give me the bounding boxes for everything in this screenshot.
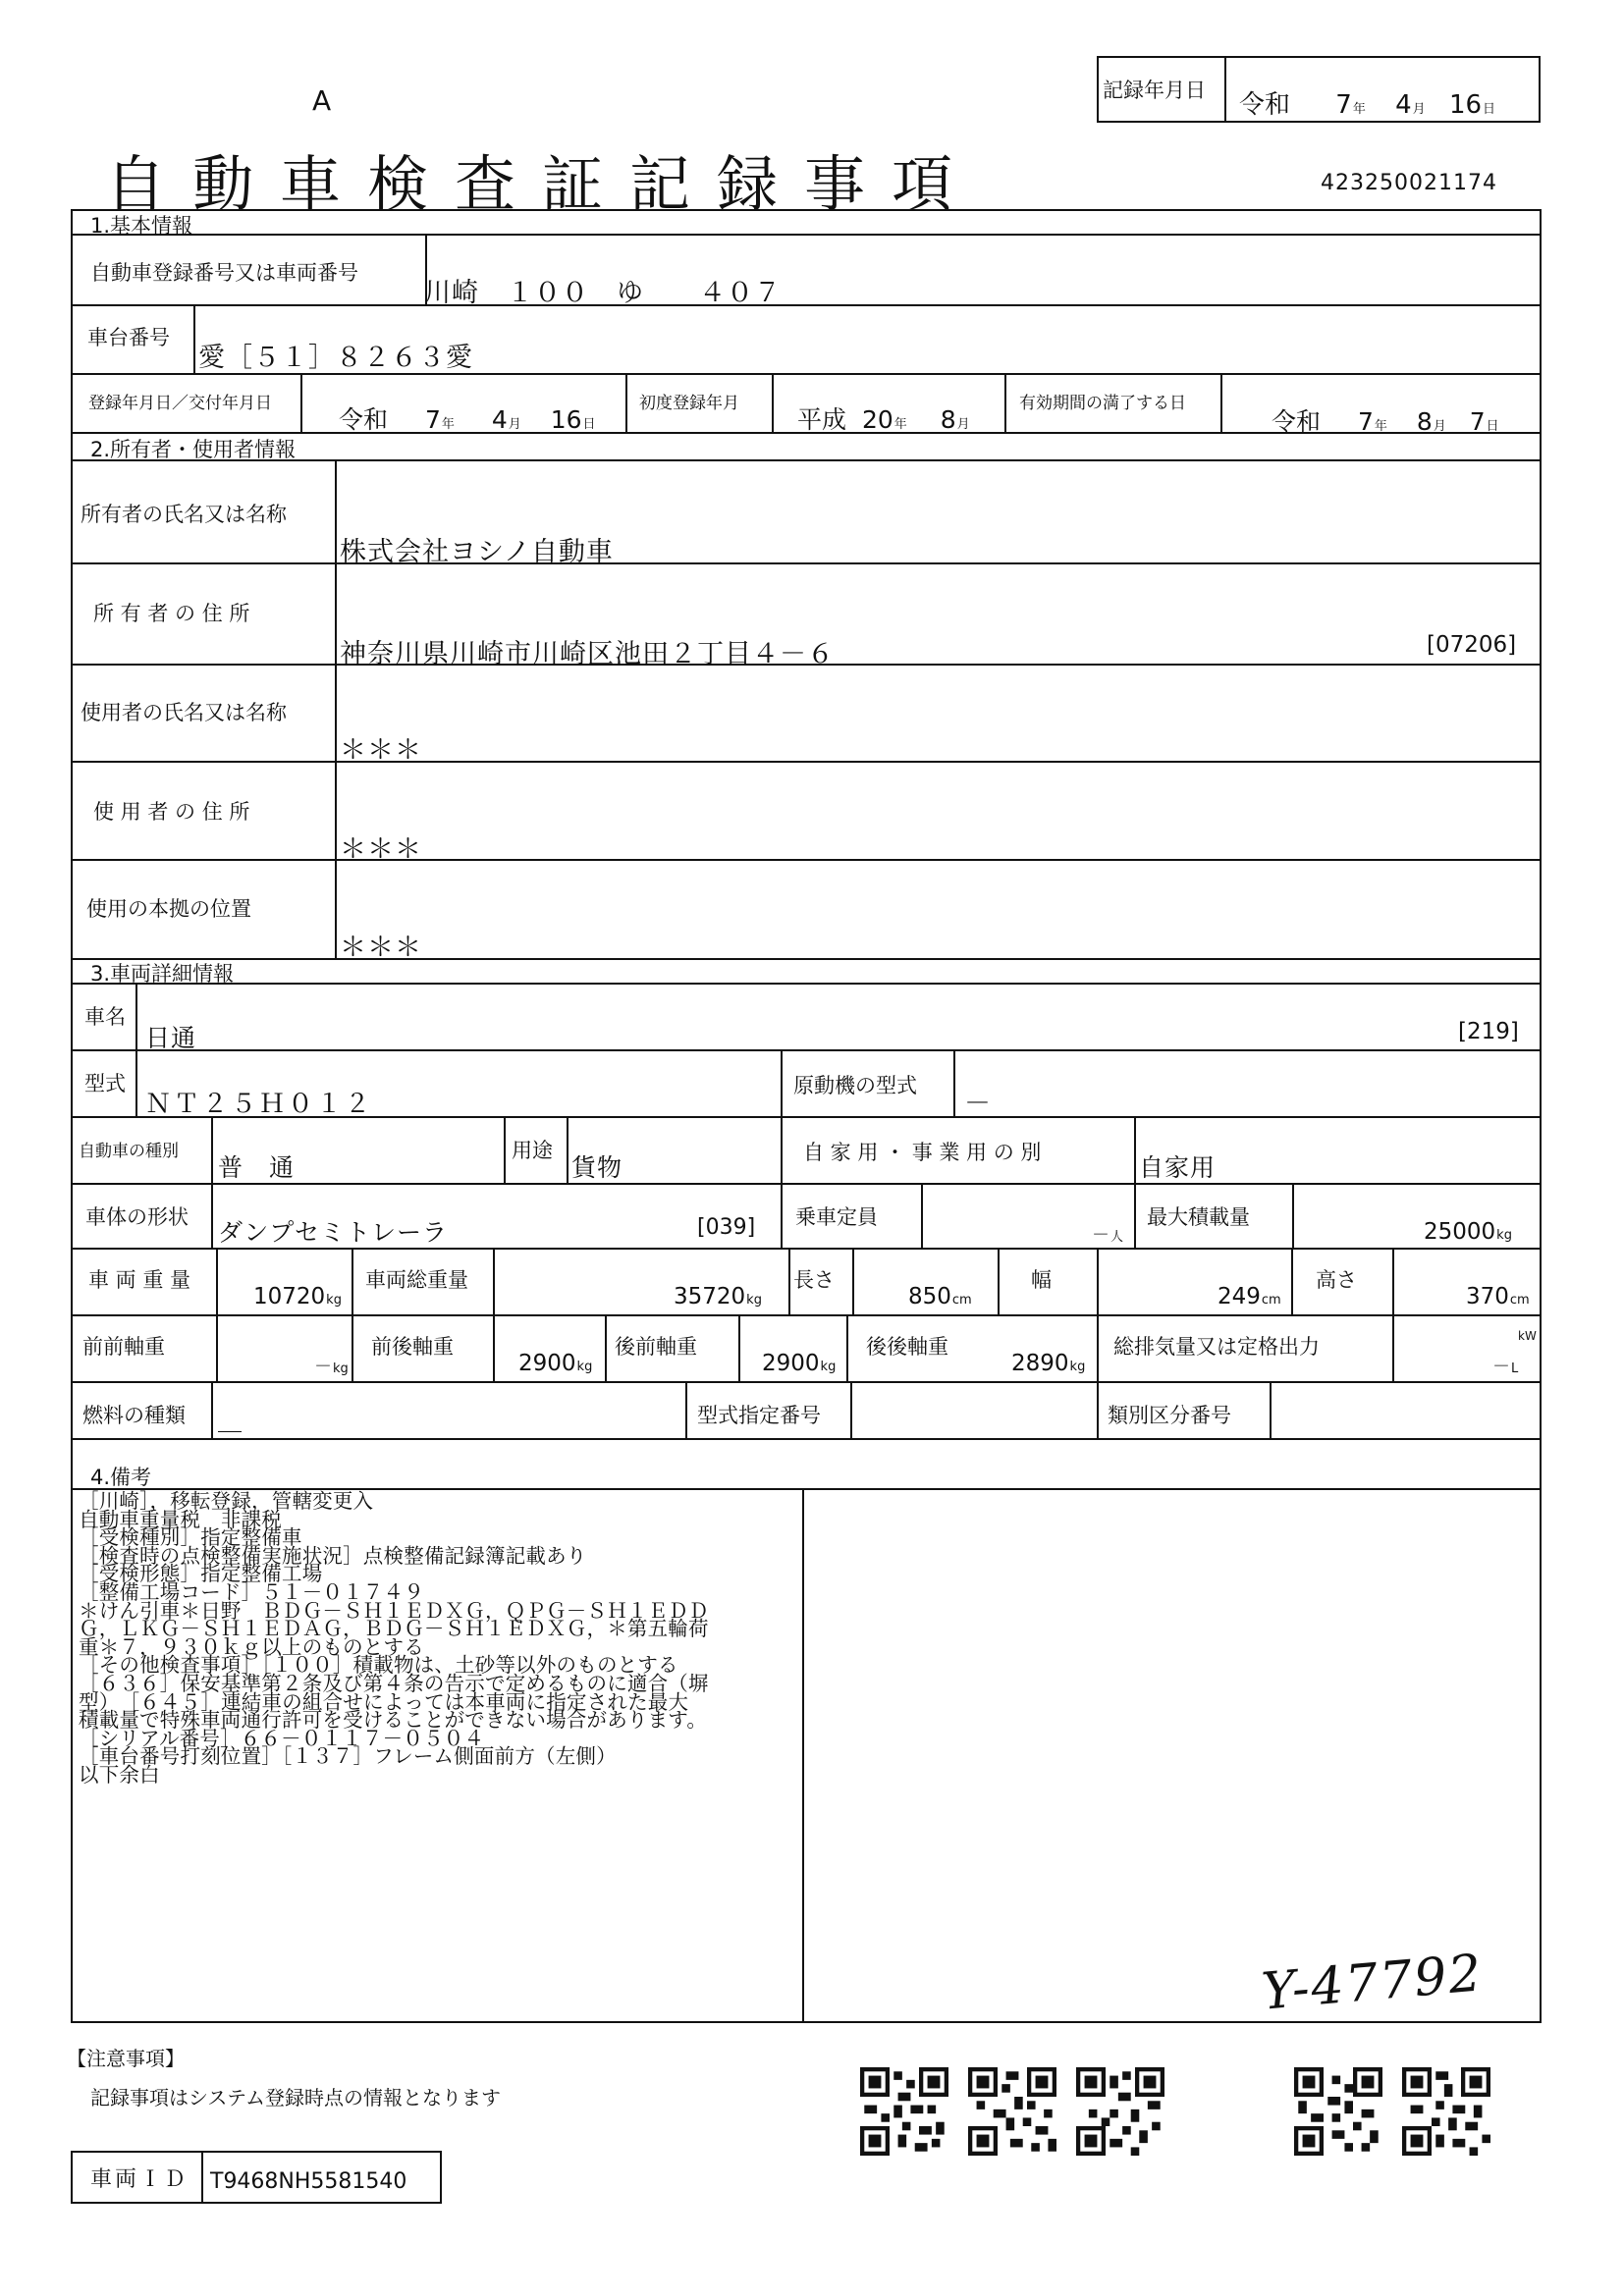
record-date-label: 記録年月日 xyxy=(1103,79,1206,102)
fr-axle-label: 前後軸重 xyxy=(371,1335,454,1359)
owner-address-label: 所 有 者 の 住 所 xyxy=(93,602,250,625)
type-number-label: 型式指定番号 xyxy=(697,1404,821,1427)
capacity: －人 xyxy=(1092,1225,1124,1246)
notes-text: 記録事項はシステム登録時点の情報となります xyxy=(90,2086,501,2109)
capacity-label: 乗車定員 xyxy=(795,1205,878,1229)
reg-date-label: 登録年月日／交付年月日 xyxy=(88,394,272,413)
vehicle-weight: 10720kg xyxy=(253,1284,342,1309)
length-label: 長さ xyxy=(793,1268,835,1292)
displacement-kw-unit: kW xyxy=(1518,1329,1537,1343)
rf-axle: 2900kg xyxy=(762,1351,837,1376)
use-label: 用途 xyxy=(512,1139,553,1162)
model-label: 型式 xyxy=(84,1072,126,1095)
base-location-label: 使用の本拠の位置 xyxy=(86,897,251,921)
rr-axle: 2890kg xyxy=(1011,1351,1086,1376)
gross-weight: 35720kg xyxy=(674,1284,762,1309)
first-reg-value: 平成 20年 8月 xyxy=(797,405,970,434)
qr-code-icon xyxy=(1294,2067,1382,2156)
page-title: 自動車検査証記録事項 xyxy=(105,148,980,220)
rf-axle-label: 後前軸重 xyxy=(615,1335,697,1359)
kind-label: 自動車の種別 xyxy=(79,1142,179,1161)
engine-label: 原動機の型式 xyxy=(793,1074,917,1097)
document-number: 423250021174 xyxy=(1321,171,1497,195)
private-business: 自家用 xyxy=(1139,1153,1217,1182)
owner-name-label: 所有者の氏名又は名称 xyxy=(81,503,287,526)
expiry-label: 有効期間の満了する日 xyxy=(1019,394,1186,413)
displacement: －L xyxy=(1492,1357,1519,1377)
first-reg-label: 初度登録年月 xyxy=(639,394,739,413)
weight-label: 車 両 重 量 xyxy=(88,1268,191,1292)
record-date-value: 令和 7年 4月 16日 xyxy=(1239,90,1496,120)
body-shape: ダンプセミトレーラ xyxy=(218,1218,449,1247)
body-label: 車体の形状 xyxy=(85,1205,189,1229)
reg-date-value: 令和 7年 4月 16日 xyxy=(339,405,596,434)
ff-axle: －kg xyxy=(314,1357,349,1377)
notes-heading: 【注意事項】 xyxy=(67,2047,185,2070)
ff-axle-label: 前前軸重 xyxy=(82,1335,165,1359)
length: 850cm xyxy=(908,1284,972,1309)
fr-axle: 2900kg xyxy=(518,1351,593,1376)
user-address-label: 使 用 者 の 住 所 xyxy=(93,800,250,824)
remarks-text: ［川崎］，移転登録，管轄変更入 自動車重量税 非課税 ［受検種別］指定整備車 ［検査時の点検整備実施状況］点検整備記録簿記載あり ［受検形態］指定整備工場 ［整備工場コード］５１－０１７４９ ＊けん引車＊日野 ＢＤＧ－ＳＨ１ＥＤＸＧ，ＱＰＧ－ＳＨ１ＥＤＤ Ｇ，ＬＫＧ－ＳＨ１ＥＤＡＧ，ＢＤＧ－ＳＨ１ＥＤＸＧ，＊第五輪荷 重＊７，９３０ｋｇ以上のものとする ［その他検査事項］［１００］積載物は、土砂等以外のものとする ［６３６］保安基準第２条及び第４条の告示で定めるものに適合（塀 型） ［６４５］連結車の組合せによっては本車両に指定された最大 積載量で特殊車両通行許可を受けることができない場合があります。 ［シリアル番号］６６－０１１７－０５０４ ［車台番号打刻位置］［１３７］フレーム側面前方（左側） 以下余白 xyxy=(79,1489,709,1787)
user-address: ＊＊＊ xyxy=(340,834,422,865)
displacement-label: 総排気量又は定格出力 xyxy=(1113,1335,1320,1359)
reg-number-label: 自動車登録番号又は車両番号 xyxy=(90,261,358,285)
owner-address: 神奈川県川崎市川崎区池田２丁目４－６ xyxy=(340,639,835,669)
user-name: ＊＊＊ xyxy=(340,735,422,766)
qr-code-icon xyxy=(1402,2067,1490,2156)
car-name: 日通 xyxy=(145,1024,197,1052)
handwritten-number: Y-47792 xyxy=(1259,1944,1486,2022)
rr-axle-label: 後後軸重 xyxy=(866,1335,948,1359)
vehicle-use: 貨物 xyxy=(571,1153,623,1182)
chassis-number: 愛［５１］８２６３愛 xyxy=(198,343,473,373)
vehicle-id: T9468NH5581540 xyxy=(210,2169,407,2194)
section-owner: 2.所有者・使用者情報 xyxy=(90,438,297,461)
section-basic: 1.基本情報 xyxy=(90,214,193,238)
reg-number: 川崎 １００ ゆ ４０７ xyxy=(424,278,782,308)
qr-code-icon xyxy=(860,2067,948,2156)
vehicle-kind: 普 通 xyxy=(218,1153,296,1182)
section-vehicle: 3.車両詳細情報 xyxy=(90,962,235,986)
car-name-label: 車名 xyxy=(84,1005,126,1029)
width-label: 幅 xyxy=(1031,1268,1052,1292)
expiry-value: 令和 7年 8月 7日 xyxy=(1272,407,1499,436)
height-label: 高さ xyxy=(1316,1268,1357,1292)
section-remarks: 4.備考 xyxy=(90,1466,152,1489)
body-code: [039] xyxy=(697,1215,756,1240)
max-load-label: 最大積載量 xyxy=(1147,1205,1250,1229)
model: ＮＴ２５Ｈ０１２ xyxy=(145,1090,374,1119)
engine-model: － xyxy=(964,1089,992,1119)
form-mark: A xyxy=(312,84,332,117)
vehicle-id-label: 車両ＩＤ xyxy=(90,2167,189,2192)
owner-name: 株式会社ヨシノ自動車 xyxy=(340,537,614,567)
user-name-label: 使用者の氏名又は名称 xyxy=(81,701,287,724)
width: 249cm xyxy=(1218,1284,1281,1309)
height: 370cm xyxy=(1466,1284,1530,1309)
fuel-type: ＿ xyxy=(218,1408,243,1435)
qr-code-icon xyxy=(1076,2067,1164,2156)
private-label: 自 家 用 ・ 事 業 用 の 別 xyxy=(803,1141,1042,1164)
fuel-label: 燃料の種類 xyxy=(82,1404,186,1427)
qr-code-icon xyxy=(968,2067,1056,2156)
car-name-code: [219] xyxy=(1458,1019,1519,1044)
class-number-label: 類別区分番号 xyxy=(1108,1404,1231,1427)
chassis-label: 車台番号 xyxy=(87,326,170,349)
owner-address-code: [07206] xyxy=(1427,632,1517,658)
max-load: 25000kg xyxy=(1424,1219,1512,1245)
gross-weight-label: 車両総重量 xyxy=(365,1268,468,1292)
base-location: ＊＊＊ xyxy=(340,933,422,963)
